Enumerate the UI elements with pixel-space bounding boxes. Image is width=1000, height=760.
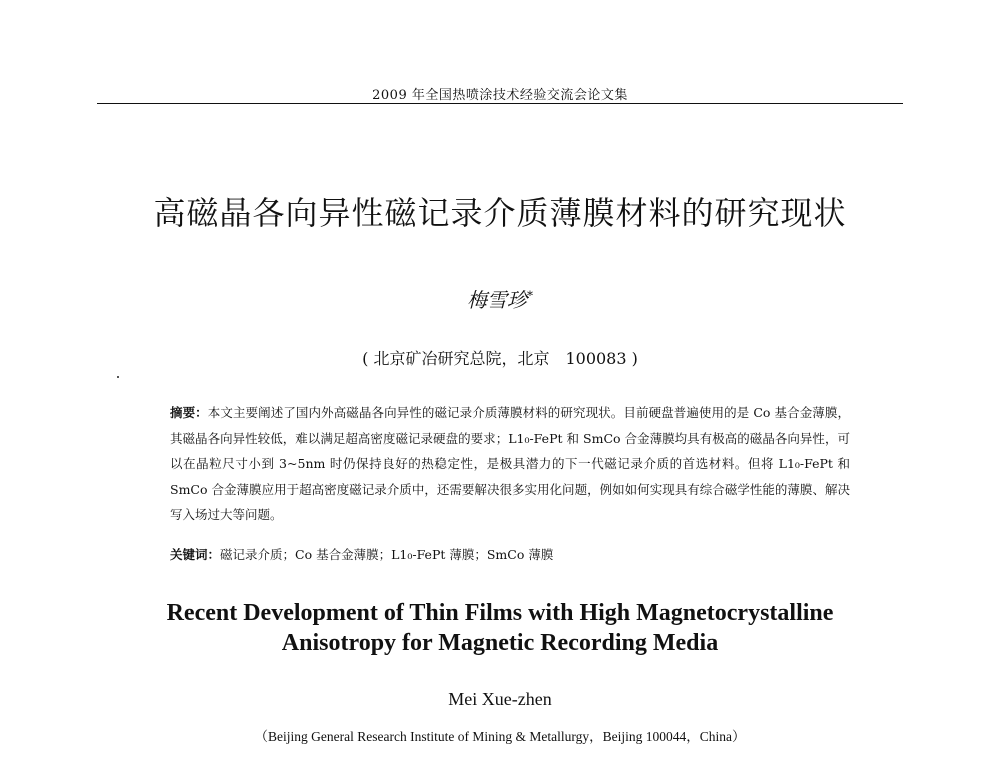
author-cn [0, 284, 1000, 313]
abstract-text: 本文主要阐述了国内外高磁晶各向异性的磁记录介质薄膜材料的研究现状。目前硬盘普遍使用的是 Co 基合金薄膜，其磁晶各向异性较低，难以满足超高密度磁记录硬盘的要求；L1₀-FePt 和 SmCo 合金薄膜均具有极高的磁晶各向异性，可以在晶粒尺寸小到 3~5nm 时仍保持良好的热稳定性，是极具潜力的下一代磁记录介质的首选材料。但将 L1₀-FePt 和 SmCo 合金薄膜应用于超高密度磁记录介质中，还需要解决很多实用化问题，例如如何实现具有综合磁学性能的薄膜、解决写入场过大等问题。 [170, 405, 850, 522]
running-header: 2009 年全国热喷涂技术经验交流会论文集 [372, 88, 628, 103]
author-cn-name: 梅雪珍 [467, 288, 527, 312]
keywords-label: 关键词： [170, 547, 221, 562]
paper-title-en [0, 598, 1000, 658]
keywords-text: 磁记录介质；Co 基合金薄膜；L1₀-FePt 薄膜；SmCo 薄膜 [220, 547, 554, 562]
paper-title-en-line2: Anisotropy for Magnetic Recording Media [281, 630, 719, 656]
author-footnote-mark: * [527, 288, 533, 303]
affiliation-en: （Beijing General Research Institute of Mining & Metallurgy，Beijing 100044，China） [254, 729, 746, 744]
header-rule [97, 103, 903, 104]
paper-title-cn: 高磁晶各向异性磁记录介质薄膜材料的研究现状 [153, 194, 847, 232]
scan-speck [117, 376, 119, 378]
paper-title-en-line1: Recent Development of Thin Films with High Magnetocrystalline [166, 600, 834, 626]
abstract-label: 摘要： [170, 405, 208, 420]
abstract-cn [170, 400, 850, 528]
author-en: Mei Xue-zhen [448, 689, 552, 709]
keywords-cn [170, 544, 850, 566]
affiliation-cn: ( 北京矿冶研究总院，北京 100083 ) [362, 349, 638, 368]
